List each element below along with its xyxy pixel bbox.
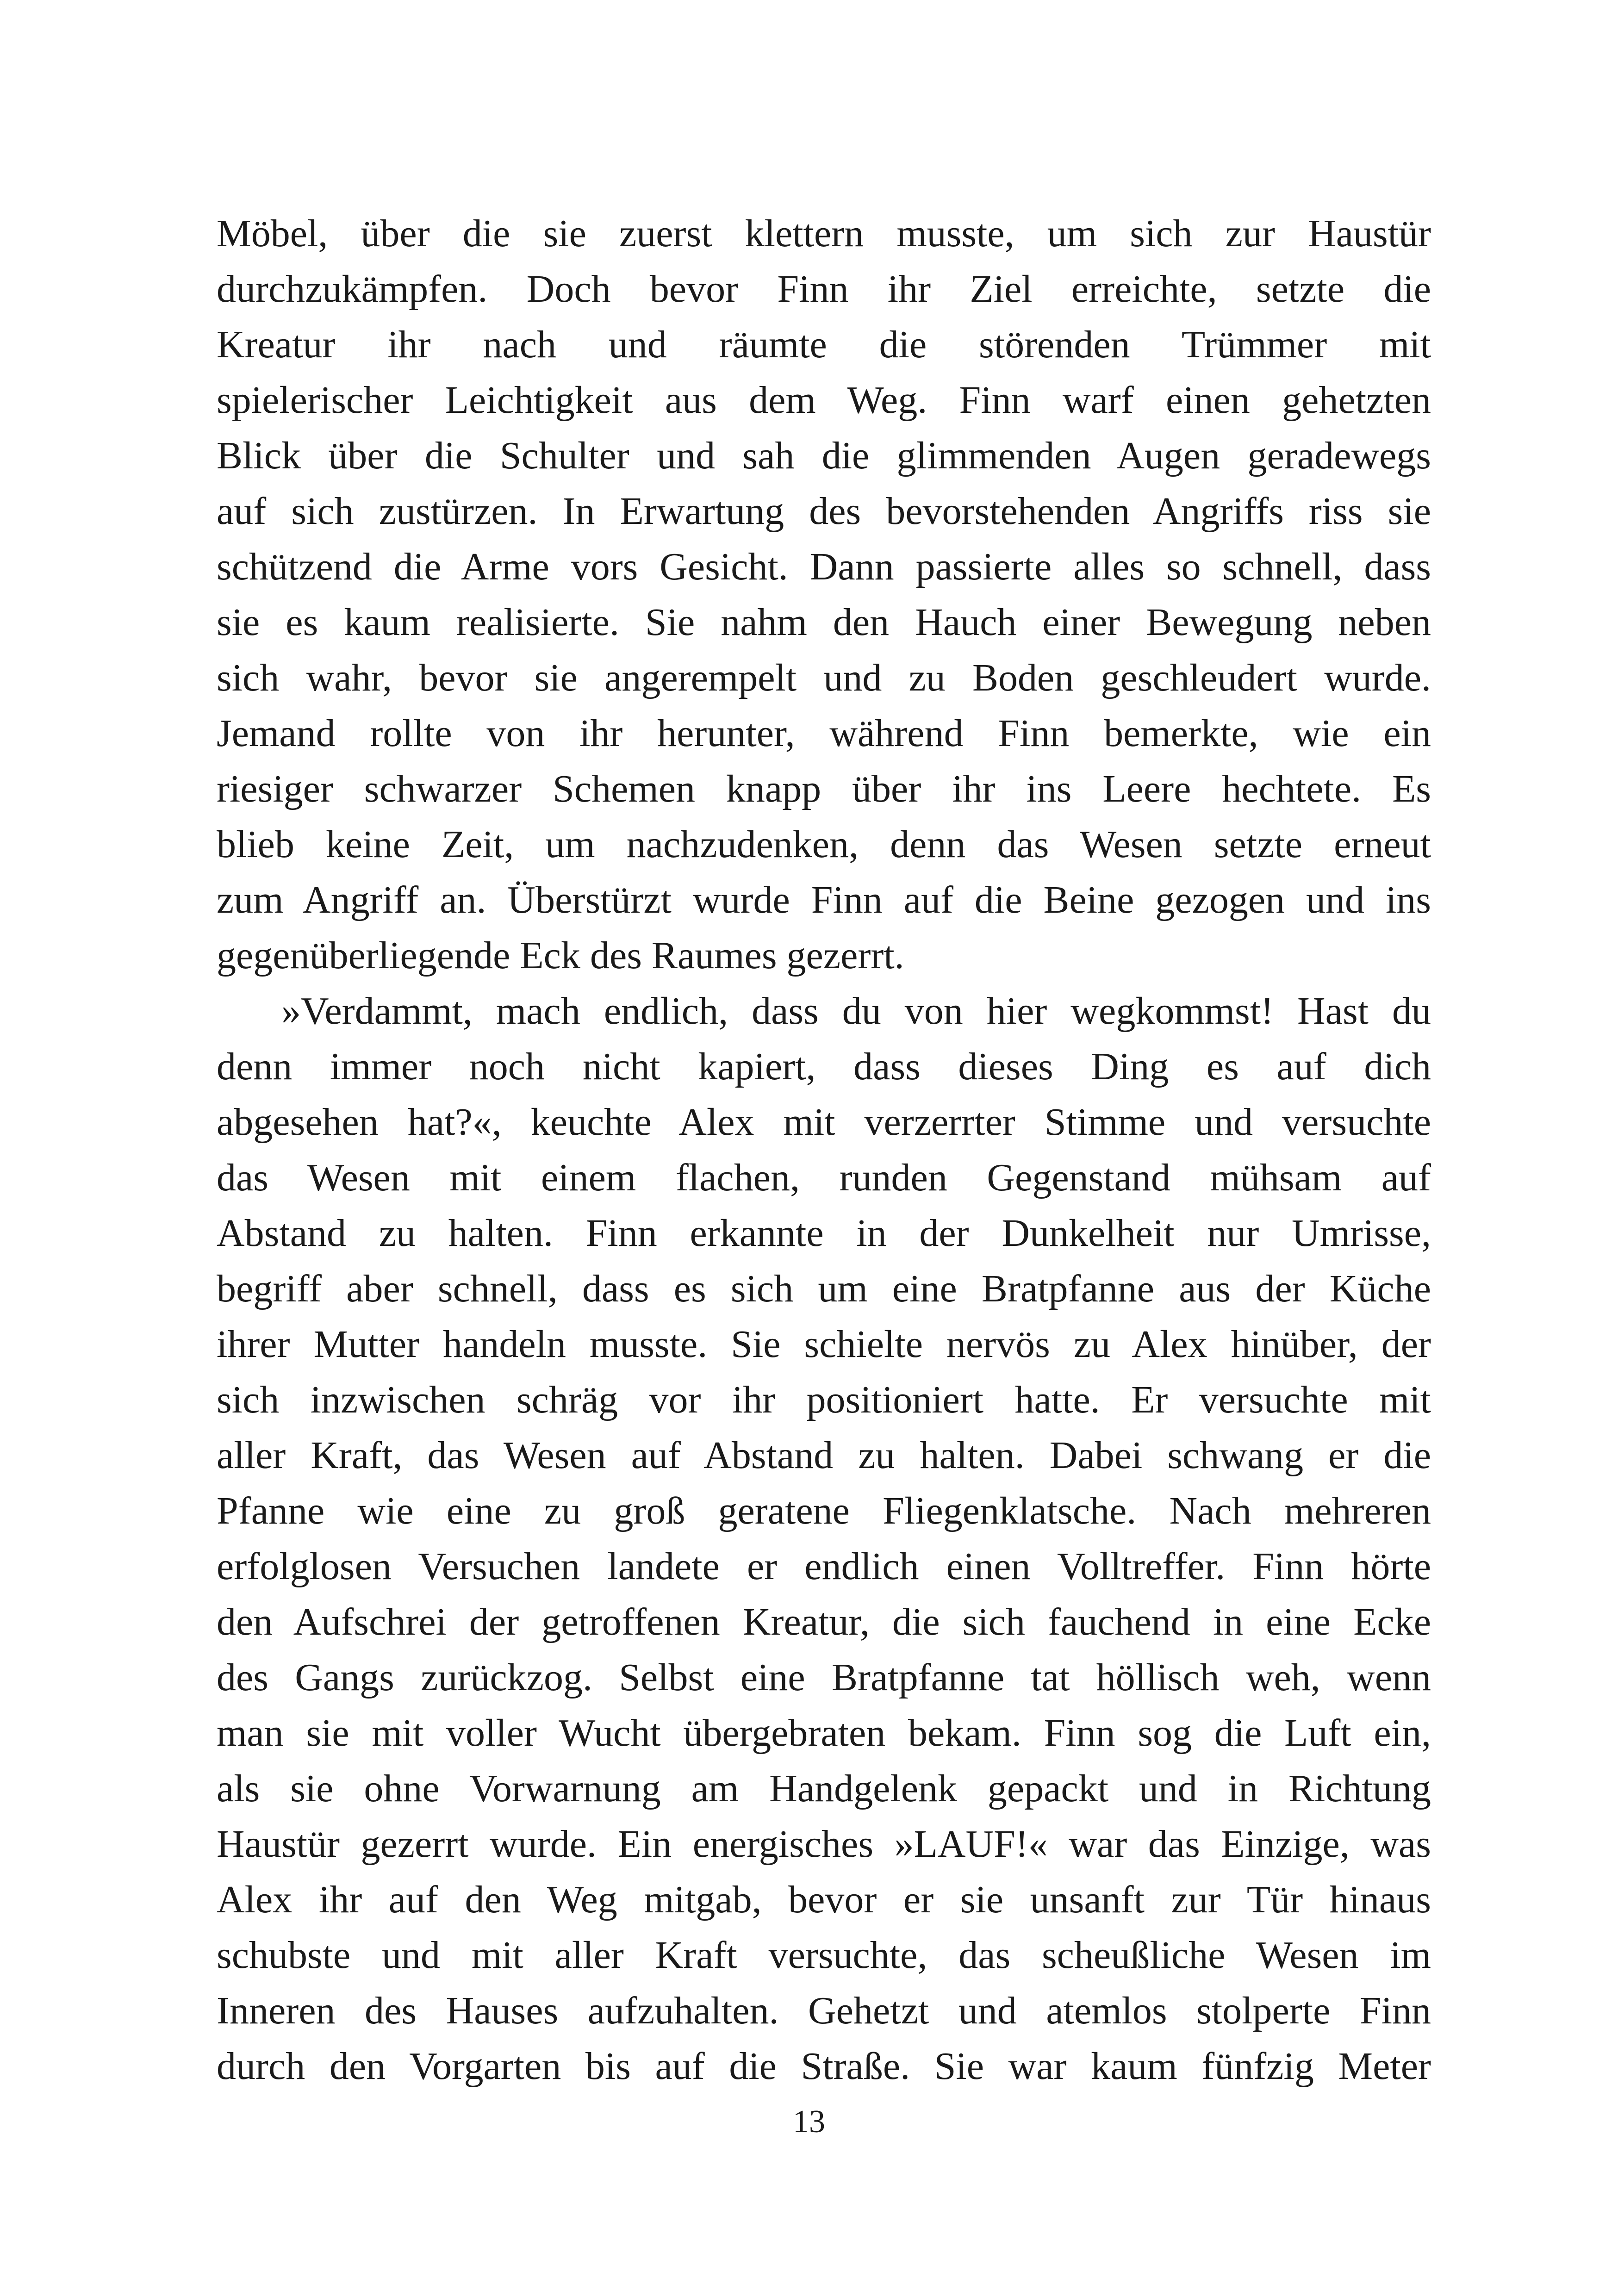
text-line: Inneren des Hauses aufzuhalten. Gehetzt und atemlos stolperte Finn: [217, 1989, 1431, 2032]
text-line: das Wesen mit einem flachen, runden Gegenstand mühsam auf: [217, 1156, 1431, 1199]
text-line: man sie mit voller Wucht übergebraten bekam. Finn sog die Luft ein,: [217, 1711, 1431, 1755]
text-line: erfolglosen Versuchen landete er endlich einen Volltreffer. Finn hörte: [217, 1545, 1431, 1588]
text-line: Kreatur ihr nach und räumte die störenden Trümmer mit: [217, 323, 1431, 366]
text-line: als sie ohne Vorwarnung am Handgelenk gepackt und in Richtung: [217, 1767, 1431, 1810]
text-line: Alex ihr auf den Weg mitgab, bevor er sie unsanft zur Tür hinaus: [217, 1878, 1431, 1921]
text-line: sie es kaum realisierte. Sie nahm den Hauch einer Bewegung neben: [217, 601, 1431, 644]
text-line: Haustür gezerrt wurde. Ein energisches »LAUF!« war das Einzige, was: [217, 1823, 1431, 1866]
text-line: den Aufschrei der getroffenen Kreatur, die sich fauchend in eine Ecke: [217, 1600, 1431, 1643]
text-line: spielerischer Leichtigkeit aus dem Weg. Finn warf einen gehetzten: [217, 379, 1431, 422]
text-line: gegenüberliegende Eck des Raumes gezerrt.: [217, 934, 904, 977]
body-text: [217, 206, 1431, 2094]
text-line: denn immer noch nicht kapiert, dass dieses Ding es auf dich: [217, 1045, 1431, 1088]
text-line: begriff aber schnell, dass es sich um eine Bratpfanne aus der Küche: [217, 1267, 1431, 1310]
text-line: Möbel, über die sie zuerst klettern musste, um sich zur Haustür: [217, 212, 1431, 255]
text-line: schützend die Arme vors Gesicht. Dann passierte alles so schnell, dass: [217, 545, 1431, 588]
text-line: zum Angriff an. Überstürzt wurde Finn auf die Beine gezogen und ins: [217, 878, 1431, 921]
text-line: Abstand zu halten. Finn erkannte in der Dunkelheit nur Umrisse,: [217, 1212, 1431, 1255]
text-line: sich wahr, bevor sie angerempelt und zu Boden geschleudert wurde.: [217, 656, 1431, 699]
text-line: blieb keine Zeit, um nachzudenken, denn das Wesen setzte erneut: [217, 823, 1431, 866]
text-line: ihrer Mutter handeln musste. Sie schielte nervös zu Alex hinüber, der: [217, 1323, 1431, 1366]
text-line: abgesehen hat?«, keuchte Alex mit verzerrter Stimme und versuchte: [217, 1101, 1431, 1144]
text-line: durchzukämpfen. Doch bevor Finn ihr Ziel erreichte, setzte die: [217, 268, 1431, 311]
text-line: schubste und mit aller Kraft versuchte, das scheußliche Wesen im: [217, 1934, 1431, 1977]
text-line: Pfanne wie eine zu groß geratene Fliegenklatsche. Nach mehreren: [217, 1489, 1431, 1532]
text-line: durch den Vorgarten bis auf die Straße. Sie war kaum fünfzig Meter: [217, 2045, 1431, 2088]
text-line: sich inzwischen schräg vor ihr positioniert hatte. Er versuchte mit: [217, 1378, 1431, 1421]
page-number: 13: [793, 2104, 825, 2140]
text-line: Blick über die Schulter und sah die glimmenden Augen geradewegs: [217, 434, 1431, 477]
text-line: aller Kraft, das Wesen auf Abstand zu halten. Dabei schwang er die: [217, 1434, 1431, 1477]
text-line: »Verdammt, mach endlich, dass du von hier wegkommst! Hast du: [281, 989, 1431, 1033]
text-line: des Gangs zurückzog. Selbst eine Bratpfanne tat höllisch weh, wenn: [217, 1656, 1431, 1699]
text-line: auf sich zustürzen. In Erwartung des bevorstehenden Angriffs riss sie: [217, 490, 1431, 533]
text-line: riesiger schwarzer Schemen knapp über ihr ins Leere hechtete. Es: [217, 767, 1431, 810]
text-line: Jemand rollte von ihr herunter, während Finn bemerkte, wie ein: [217, 712, 1431, 755]
